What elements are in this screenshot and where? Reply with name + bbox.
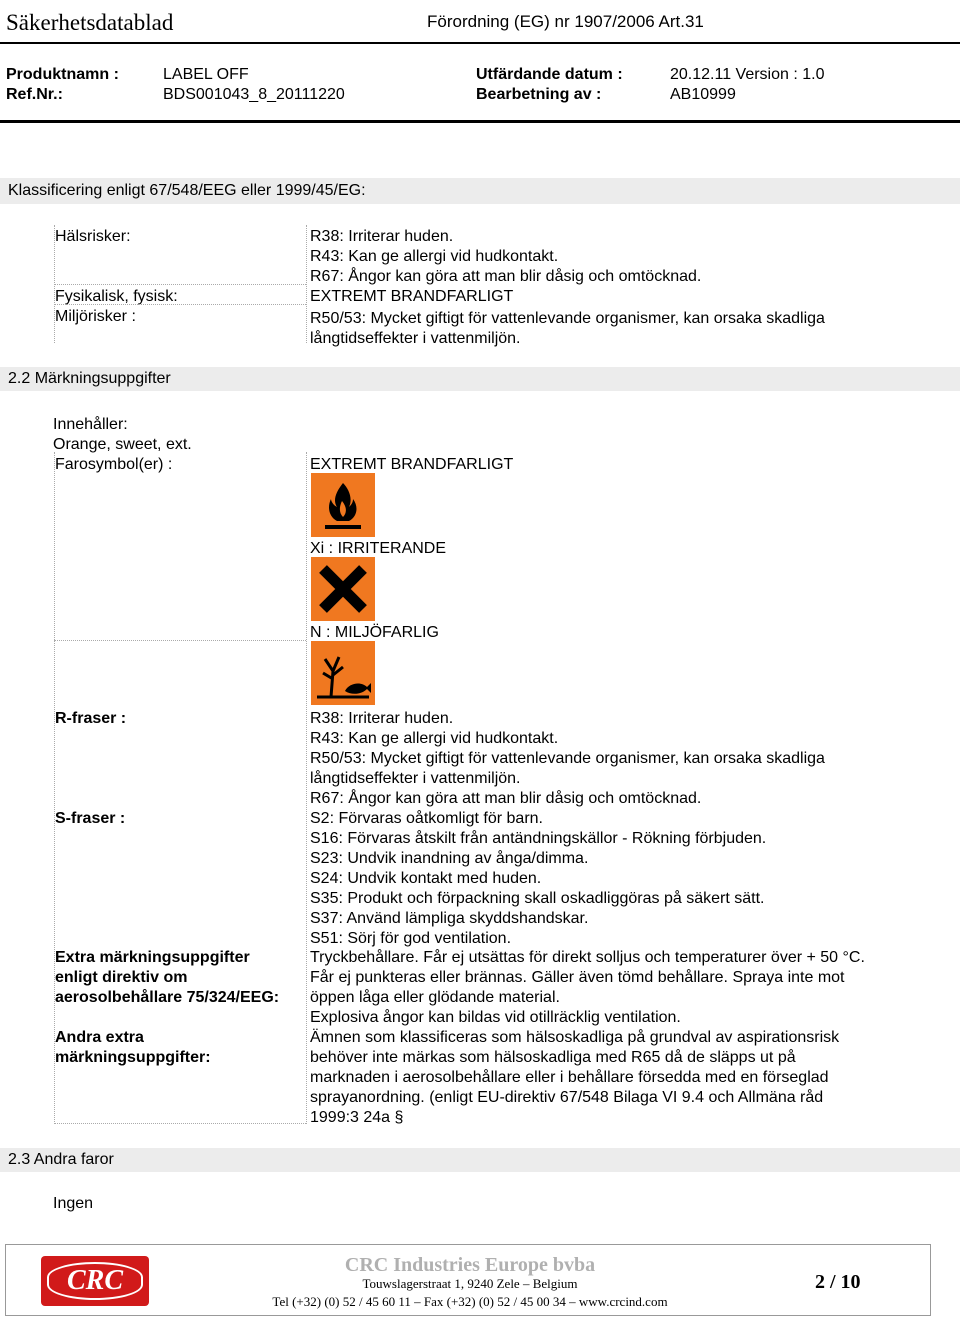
dotted-guide [54,1123,306,1124]
logo-text: CRC [66,1265,124,1296]
page-number: 2 / 10 [815,1271,861,1293]
extra-label-line: Extra märkningsuppgifter [55,949,250,966]
s-phrase: S23: Undvik inandning av ånga/dimma. [310,850,589,867]
extra-line: Får ej punkteras eller brännas. Gäller även tömd behållare. Spraya inte mot [310,969,845,986]
r-phrases-list [310,709,825,809]
classification-line: R38: Irriterar huden. [310,228,454,245]
dotted-guide [306,225,307,343]
extra-label-line: enligt direktiv om [55,969,188,986]
classification-line: EXTREMT BRANDFARLIGT [310,288,514,305]
dotted-guide [54,640,306,641]
other-line: sprayanordning. (enligt EU-direktiv 67/548 Bilaga VI 9.4 och Allmäna råd [310,1089,824,1106]
health-risks-label: Hälsrisker: [55,228,131,245]
other-line: 1999:3 24a § [310,1109,404,1126]
other-label-line: Andra extra [55,1029,144,1046]
s-phrases-label: S-fraser : [55,810,126,827]
symbol-caption-flammable: EXTREMT BRANDFARLIGT [310,456,514,473]
meta-divider [0,120,960,123]
dotted-guide [54,304,306,305]
s-phrase: S51: Sörj för god ventilation. [310,930,512,947]
product-name-label: Produktnamn : [6,66,119,83]
extra-labelling-label [55,948,279,1008]
classification-line: R50/53: Mycket giftigt för vattenlevande organismer, kan orsaka skadliga [310,310,825,327]
x-cross-icon [311,557,375,621]
document-title: Säkerhetsdatablad [6,10,174,35]
other-labelling-text [310,1028,839,1128]
s-phrase: S37: Använd lämpliga skyddshandskar. [310,910,589,927]
extra-label-line: aerosolbehållare 75/324/EEG: [55,989,280,1006]
classification-heading: Klassificering enligt 67/548/EEG eller 1999/45/EG: [8,182,366,199]
extra-line: Explosiva ångor kan bildas vid otillräcklig ventilation. [310,1009,681,1026]
dead-tree-fish-icon [311,641,375,705]
dotted-guide [306,452,307,1124]
issue-date-value: 20.12.11 Version : 1.0 [670,66,825,83]
contains-label: Innehåller: [53,416,128,433]
edited-by-value: AB10999 [670,86,736,103]
symbol-caption-environment: N : MILJÖFARLIG [310,624,439,641]
classification-line: långtidseffekter i vattenmiljön. [310,330,521,347]
classification-phrases [310,227,825,349]
company-name: CRC Industries Europe bvba [344,1254,596,1276]
classification-heading-bar [0,178,960,204]
company-address: Touwslagerstraat 1, 9240 Zele – Belgium [362,1276,578,1291]
issue-date-label: Utfärdande datum : [476,66,623,83]
extra-labelling-text [310,948,865,1028]
labelling-heading-bar [0,367,960,391]
other-line: Ämnen som klassificeras som hälsoskadliga på grundval av aspirationsrisk [310,1029,840,1046]
other-label-line: märkningsuppgifter: [55,1049,211,1066]
s-phrase: S16: Förvaras åtskilt från antändningskällor - Rökning förbjuden. [310,830,767,847]
r-phrase: R67: Ångor kan göra att man blir dåsig och omtöcknad. [310,790,702,807]
physical-risks-label: Fysikalisk, fysisk: [55,288,178,305]
product-name-value: LABEL OFF [163,66,249,83]
s-phrase: S35: Produkt och förpackning skall oskadliggöras på säkert sätt. [310,890,765,907]
s-phrases-list [310,809,766,949]
ref-number-label: Ref.Nr.: [6,86,63,103]
other-hazards-heading: 2.3 Andra faror [8,1151,114,1168]
r-phrase: R43: Kan ge allergi vid hudkontakt. [310,730,559,747]
edited-by-label: Bearbetning av : [476,86,602,103]
classification-line: R43: Kan ge allergi vid hudkontakt. [310,248,559,265]
extra-line: öppen låga eller glödande material. [310,989,560,1006]
other-labelling-label [55,1028,211,1068]
contains-value: Orange, sweet, ext. [53,436,192,453]
r-phrase: R38: Irriterar huden. [310,710,454,727]
labelling-heading: 2.2 Märkningsuppgifter [8,370,171,387]
company-contact: Tel (+32) (0) 52 / 45 60 11 – Fax (+32) (0) 52 / 45 00 34 – www.crcind.com [272,1294,668,1309]
flame-icon [311,473,375,537]
regulation-reference: Förordning (EG) nr 1907/2006 Art.31 [427,12,704,31]
classification-line: R67: Ångor kan göra att man blir dåsig och omtöcknad. [310,268,702,285]
dotted-guide [54,284,306,285]
r-phrases-label: R-fraser : [55,710,127,727]
other-line: behöver inte märkas som hälsoskadliga med R65 då de släpps ut på [310,1049,796,1066]
s-phrase: S24: Undvik kontakt med huden. [310,870,542,887]
r-phrase: R50/53: Mycket giftigt för vattenlevande organismer, kan orsaka skadliga [310,750,825,767]
header-divider [0,42,960,44]
r-phrase: långtidseffekter i vattenmiljön. [310,770,521,787]
other-line: marknaden i aerosolbehållare eller i behållare försedda med en förseglad [310,1069,829,1086]
dotted-guide [54,452,55,1124]
symbol-caption-irritant: Xi : IRRITERANDE [310,540,447,557]
s-phrase: S2: Förvaras oåtkomligt för barn. [310,810,543,827]
hazard-symbols-label: Farosymbol(er) : [55,456,173,473]
extra-line: Tryckbehållare. Får ej utsättas för direkt solljus och temperaturer över + 50 °C. [310,949,865,966]
crc-logo [41,1256,149,1306]
other-hazards-value: Ingen [53,1195,94,1212]
ref-number-value: BDS001043_8_20111220 [163,86,345,103]
other-hazards-heading-bar [0,1148,960,1172]
environment-risks-label: Miljörisker : [55,308,136,325]
